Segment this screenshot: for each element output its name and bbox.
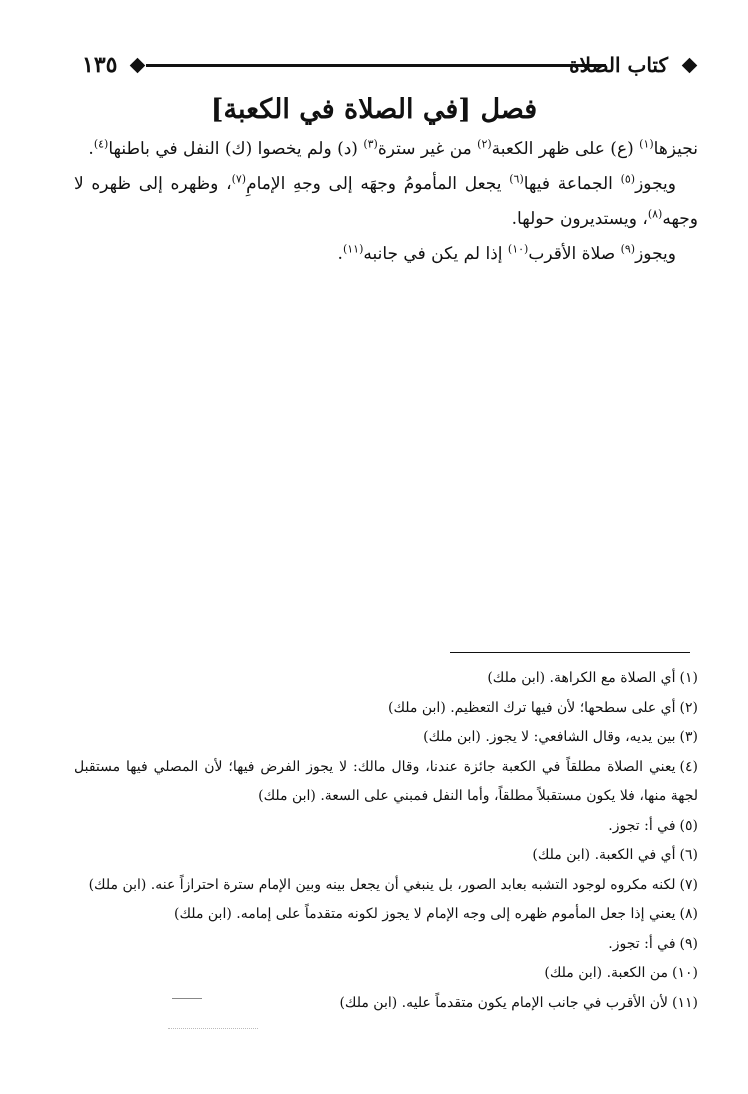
page-number: ١٣٥ — [82, 52, 118, 78]
footnote-number: (٩) — [679, 935, 698, 952]
diamond-ornament-icon — [682, 58, 698, 74]
main-text — [74, 132, 698, 272]
footnote — [74, 900, 698, 930]
footnote-number: (٣) — [679, 729, 698, 745]
footnote-number: (٥) — [679, 817, 698, 834]
text-run: يجعل المأمومُ وجهَه إلى وجهِ الإمامِ — [246, 174, 510, 194]
footnote-text: يعني إذا جعل المأموم ظهره إلى وجه الإمام لا يجوز لكونه متقدماً على إمامه. (ابن ملك) — [174, 906, 676, 922]
footnote-ref[interactable]: (٤) — [93, 137, 109, 151]
footnotes — [74, 664, 698, 1018]
footnote-text: في أ: تجوز. — [608, 817, 676, 834]
footnote-ref[interactable]: (٥) — [620, 172, 636, 186]
text-run: (د) ولم يخصوا (ك) النفل في باطنها — [108, 139, 364, 159]
footnote — [74, 841, 698, 871]
footnote-ref[interactable]: (١١) — [342, 242, 364, 256]
footnote-text: في أ: تجوز. — [608, 935, 676, 952]
footnote-ref[interactable]: (٢) — [477, 137, 492, 151]
footnote — [74, 753, 698, 812]
text-run: إذا لم يكن في جانبه — [363, 244, 508, 264]
header-rule — [146, 64, 606, 67]
footnote — [74, 664, 698, 694]
footnote-text: أي الصلاة مع الكراهة. (ابن ملك) — [487, 670, 676, 686]
footnote-text: لأن الأقرب في جانب الإمام يكون متقدماً عليه. (ابن ملك) — [339, 994, 669, 1011]
paragraph — [74, 132, 698, 167]
footnote — [74, 959, 698, 989]
text-run: نجيزها — [653, 139, 698, 159]
footnote — [74, 723, 698, 753]
diamond-ornament-icon — [130, 58, 146, 74]
scan-artifact-dots — [168, 1028, 258, 1029]
footnote — [74, 812, 698, 842]
scan-artifact-line — [172, 998, 202, 999]
footnote-text: يعني الصلاة مطلقاً في الكعبة جائزة عندنا، وقال مالك: لا يجوز الفرض فيها؛ لأن المصلي فيها مستقبل لجهة منها، فلا يكون مستقبلاً مطلقاً، وأما النفل فمبني على السعة. (ابن ملك) — [74, 758, 698, 804]
footnote-ref[interactable]: (١) — [639, 137, 654, 151]
footnote-ref[interactable]: (١٠) — [507, 242, 529, 256]
text-run: . — [88, 139, 94, 159]
footnote-text: من الكعبة. (ابن ملك) — [544, 965, 669, 981]
book-title: كتاب الصلاة — [569, 53, 668, 77]
footnote-text: لكنه مكروه لوجود التشبه بعابد الصور، بل ينبغي أن يجعل بينه وبين الإمام سترة احترازاً عنه. (ابن ملك) — [88, 876, 676, 893]
paragraph — [74, 237, 698, 272]
footnote-text: أي في الكعبة. (ابن ملك) — [532, 847, 676, 863]
footnote-text: بين يديه، وقال الشافعي: لا يجوز. (ابن ملك) — [423, 729, 676, 745]
footnote-number: (١٠) — [672, 965, 698, 981]
footnote-ref[interactable]: (٧) — [231, 172, 247, 186]
text-run: من غير سترة — [377, 139, 478, 159]
footnote — [74, 930, 698, 960]
footnote-number: (٢) — [679, 699, 698, 716]
footnote-ref[interactable]: (٣) — [363, 137, 378, 151]
footnote-number: (٤) — [679, 758, 698, 775]
text-run: ويجوز — [635, 244, 676, 264]
footnote-separator — [450, 652, 690, 653]
section-title: فصل [في الصلاة في الكعبة] — [210, 94, 538, 125]
footnote-ref[interactable]: (٨) — [647, 207, 663, 221]
footnote-number: (٧) — [679, 876, 698, 893]
footnote-number: (١) — [679, 670, 698, 686]
footnote-number: (١١) — [672, 994, 698, 1011]
text-run: ويجوز — [635, 174, 676, 194]
text-run: الجماعة فيها — [523, 174, 621, 194]
text-run: ، وظهره إلى ظهره لا وجهه — [74, 174, 698, 229]
footnote-ref[interactable]: (٦) — [509, 172, 524, 186]
footnote-number: (٨) — [679, 906, 698, 922]
footnote-number: (٦) — [679, 847, 698, 863]
footnote — [74, 989, 698, 1019]
running-header — [74, 48, 698, 82]
text-run: (ع) على ظهر الكعبة — [491, 139, 640, 159]
footnote — [74, 871, 698, 901]
footnote-ref[interactable]: (٩) — [620, 242, 636, 256]
text-run: صلاة الأقرب — [528, 244, 621, 264]
footnote-text: أي على سطحها؛ لأن فيها ترك التعظيم. (ابن ملك) — [388, 699, 676, 716]
text-run: ، ويستديرون حولها. — [511, 209, 648, 229]
text-run: . — [337, 244, 343, 264]
footnote — [74, 694, 698, 724]
paragraph — [74, 167, 698, 237]
